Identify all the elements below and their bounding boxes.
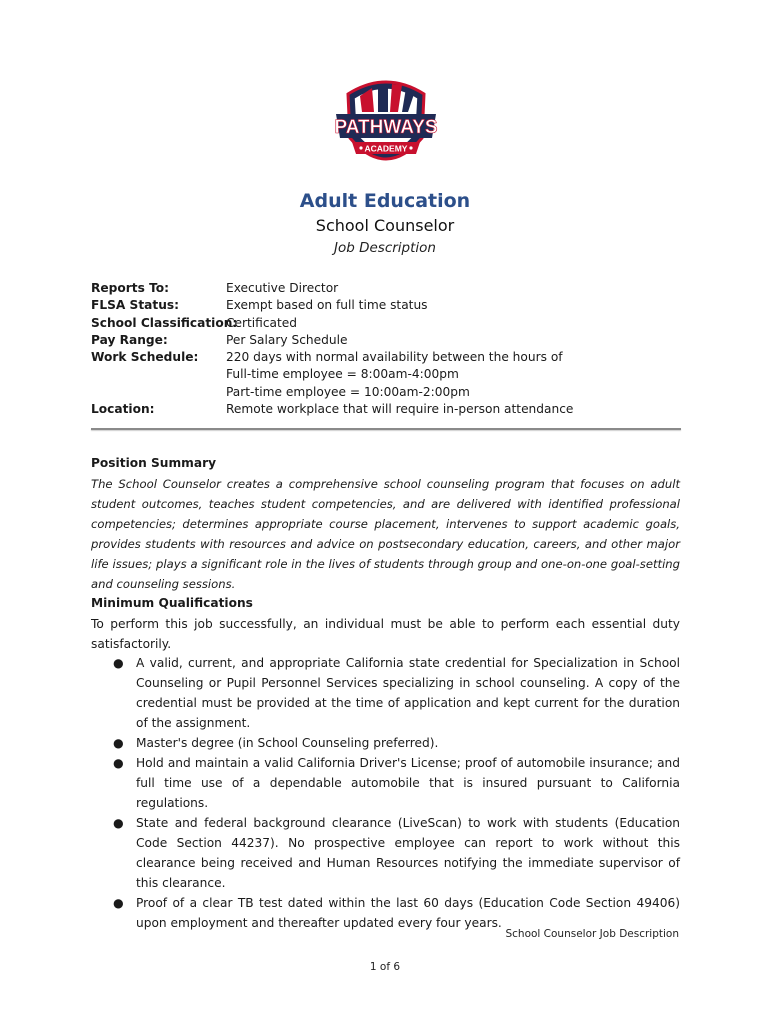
- info-value: Certificated: [226, 315, 298, 330]
- info-label: Reports To:: [91, 281, 170, 295]
- info-value: Part-time employee = 10:00am-2:00pm: [226, 384, 470, 399]
- qualifications-intro: To perform this job successfully, an individual must be able to perform each essential duty satisfactorily.: [91, 617, 680, 651]
- job-info-table: [91, 280, 691, 418]
- position-summary-heading: Position Summary: [91, 456, 217, 470]
- qualifications-list: [91, 653, 680, 933]
- info-label: Pay Range:: [91, 332, 168, 347]
- list-item: [91, 893, 680, 933]
- list-item-text: A valid, current, and appropriate California state credential for Specialization in School Counseling or Pupil Personnel Services specializing in school counseling. A copy of the credential must be provided at the time of application and kept current for the duration of the assignment.: [136, 656, 680, 730]
- info-value: Remote workplace that will require in-person attendance: [226, 402, 574, 417]
- info-row-work-schedule: [91, 349, 691, 401]
- info-label: Work Schedule:: [91, 350, 199, 365]
- minimum-qualifications-heading: Minimum Qualifications: [91, 596, 253, 610]
- info-value: Exempt based on full time status: [226, 298, 428, 313]
- info-row-school-classification: [91, 315, 691, 332]
- bullet-icon: ●: [113, 896, 124, 910]
- logo-wordmark: PATHWAYS: [334, 117, 438, 138]
- job-title: School Counselor: [315, 216, 455, 235]
- list-item: [91, 653, 680, 733]
- info-row-pay-range: [91, 332, 691, 349]
- position-summary-text: The School Counselor creates a comprehensive school counseling program that focuses on adult student outcomes, teaches student competencies, and are delivered with identified professional competencies; determines appropriate course placement, intervenes to support academic goals, provides students with resources and advice on postsecondary education, careers, and other major life issues; plays a significant role in the lives of students through group and one-on-one goal-setting and counseling sessions.: [91, 477, 680, 591]
- horizontal-divider: [91, 428, 681, 430]
- logo-subtitle: ACADEMY: [364, 143, 408, 154]
- info-row-reports-to: [91, 280, 691, 297]
- info-value: Per Salary Schedule: [226, 332, 348, 347]
- info-row-location: [91, 401, 691, 418]
- info-label: Location:: [91, 402, 155, 417]
- info-value: Executive Director: [226, 281, 339, 295]
- bullet-icon: ●: [113, 756, 124, 770]
- info-row-flsa-status: [91, 297, 691, 314]
- organization-title: Adult Education: [299, 190, 471, 212]
- list-item-text: Hold and maintain a valid California Driver's License; proof of automobile insurance; and full time use of a dependable automobile that is insured pursuant to California regulations.: [136, 756, 680, 810]
- list-item: [91, 813, 680, 893]
- list-item: [91, 733, 680, 753]
- list-item: [91, 753, 680, 813]
- footer-document-title: School Counselor Job Description: [505, 928, 679, 940]
- info-value: 220 days with normal availability between the hours of: [226, 350, 563, 365]
- info-value: Full-time employee = 8:00am-4:00pm: [226, 367, 459, 382]
- bullet-icon: ●: [113, 656, 124, 670]
- list-item-text: State and federal background clearance (LiveScan) to work with students (Education Code Section 44237). No prospective employee can report to work without this clearance being received and Human Resources notifying the immediate supervisor of this clearance.: [136, 816, 680, 890]
- bullet-icon: ●: [113, 816, 124, 830]
- list-item-text: Proof of a clear TB test dated within the last 60 days (Education Code Section 49406) upon employment and thereafter updated every four years.: [136, 896, 680, 930]
- info-label: FLSA Status:: [91, 298, 180, 313]
- list-item-text: Master's degree (in School Counseling preferred).: [136, 736, 439, 750]
- pathways-academy-logo: [330, 72, 442, 184]
- page-number: 1 of 6: [369, 961, 401, 973]
- info-label: School Classification:: [91, 315, 238, 330]
- bullet-icon: ●: [113, 736, 124, 750]
- document-type: Job Description: [334, 240, 436, 256]
